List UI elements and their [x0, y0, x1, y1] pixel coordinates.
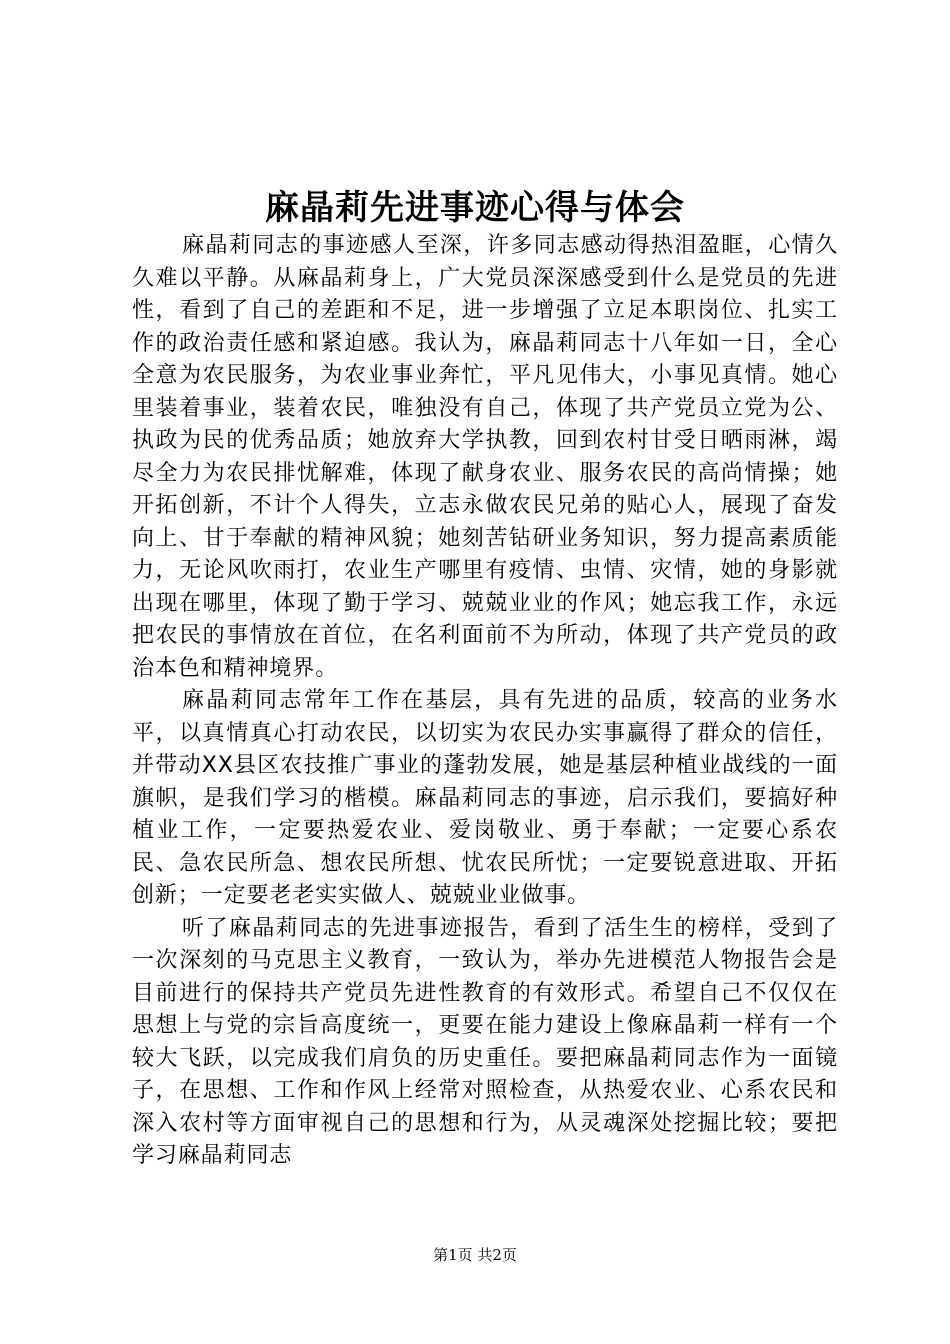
paragraph-1: 麻晶莉同志的事迹感人至深，许多同志感动得热泪盈眶，心情久久难以平静。从麻晶莉身上，广大党员深深感受到什么是党员的先进性，看到了自己的差距和不足，进一步增强了立足本职岗位、扎实工作的政治责任感和紧迫感。我认为，麻晶莉同志十八年如一日，全心全意为农民服务，为农业事业奔忙，平凡见伟大，小事见真情。她心里装着事业，装着农民，唯独没有自己，体现了共产党员立党为公、执政为民的优秀品质；她放弃大学执教，回到农村甘受日晒雨淋，竭尽全力为农民排忧解难，体现了献身农业、服务农民的高尚情操；她开拓创新，不计个人得失，立志永做农民兄弟的贴心人，展现了奋发向上、甘于奉献的精神风貌；她刻苦钻研业务知识，努力提高素质能力，无论风吹雨打，农业生产哪里有疫情、虫情、灾情，她的身影就出现在哪里，体现了勤于学习、兢兢业业的作风；她忘我工作，永远把农民的事情放在首位，在名利面前不为所动，体现了共产党员的政治本色和精神境界。	[132, 233, 838, 681]
document-body	[132, 230, 838, 1173]
document-title: 麻晶莉先进事迹心得与体会	[265, 188, 685, 228]
paragraph-3: 听了麻晶莉同志的先进事迹报告，看到了活生生的榜样，受到了一次深刻的马克思主义教育，一致认为，举办先进模范人物报告会是目前进行的保持共产党员先进性教育的有效形式。希望自己不仅仅在思想上与党的宗旨高度统一，更要在能力建设上像麻晶莉一样有一个较大飞跃，以完成我们肩负的历史重任。要把麻晶莉同志作为一面镜子，在思想、工作和作风上经常对照检查，从热爱农业、心系农民和深入农村等方面审视自己的思想和行为，从灵魂深处挖掘比较；要把学习麻晶莉同志	[132, 915, 838, 1168]
paragraph-2: 麻晶莉同志常年工作在基层，具有先进的品质，较高的业务水平，以真情真心打动农民，以切实为农民办实事赢得了群众的信任，并带动XX县区农技推广事业的蓬勃发展，她是基层种植业战线的一面旗帜，是我们学习的楷模。麻晶莉同志的事迹，启示我们，要搞好种植业工作，一定要热爱农业、爱岗敬业、勇于奉献；一定要心系农民、急农民所急、想农民所想、忧农民所忧；一定要锐意进取、开拓创新；一定要老老实实做人、兢兢业业做事。	[132, 688, 838, 908]
page-number-footer: 第1页 共2页	[433, 1246, 517, 1264]
